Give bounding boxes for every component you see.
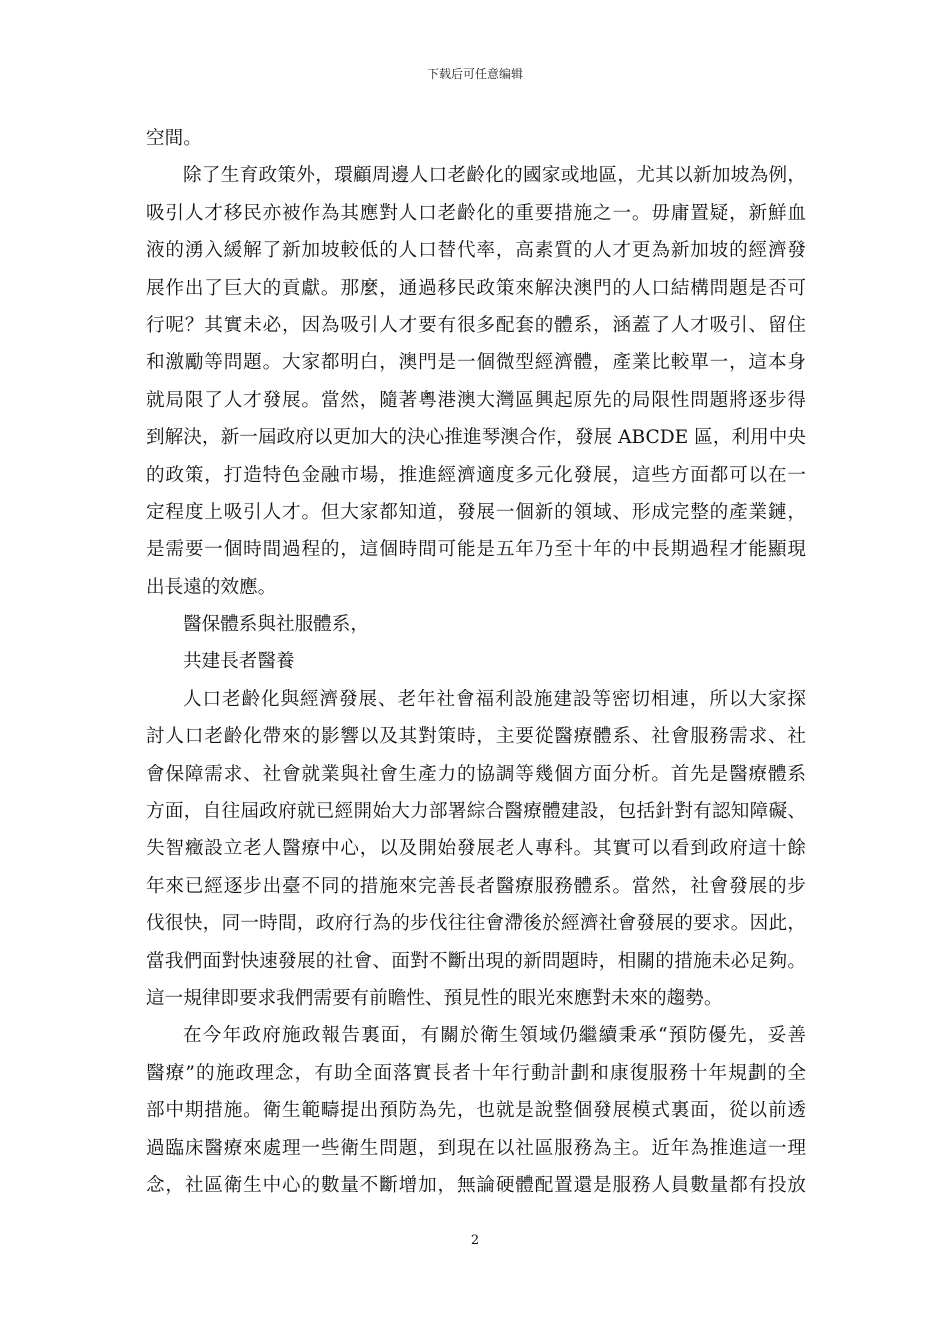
text-line: 共建長者醫養: [183, 651, 295, 673]
text-line: 伐很快，同一時間，政府行為的步伐往往會滯後於經濟社會發展的要求。因此，: [146, 913, 806, 935]
text-line: 醫保體系與社服體系，: [183, 614, 369, 636]
text-line: 空間。: [146, 128, 202, 149]
text-line: 失智癥設立老人醫療中心，以及開始發展老人專科。其實可以看到政府這十餘: [146, 838, 806, 860]
text-line: 液的湧入緩解了新加坡較低的人口替代率，高素質的人才更為新加坡的經濟發: [146, 240, 806, 262]
text-line: 展作出了巨大的貢獻。那麼，通過移民政策來解決澳門的人口結構問題是否可: [146, 277, 806, 299]
text-line: 行呢？其實未必，因為吸引人才要有很多配套的體系，涵蓋了人才吸引、留住: [146, 314, 806, 336]
text-line: 的政策，打造特色金融市場，推進經濟適度多元化發展，這些方面都可以在一: [146, 464, 806, 486]
text-line: 是需要一個時間過程的，這個時間可能是五年乃至十年的中長期過程才能顯現: [146, 539, 806, 561]
text-line: 過臨床醫療來處理一些衛生問題，到現在以社區服務為主。近年為推進這一理: [146, 1137, 806, 1159]
text-line: 就局限了人才發展。當然，隨著粵港澳大灣區興起原先的局限性問題將逐步得: [146, 389, 806, 411]
text-line: 方面，自往屆政府就已經開始大力部署綜合醫療體建設，包括針對有認知障礙、: [146, 801, 806, 823]
text-line: 定程度上吸引人才。但大家都知道，發展一個新的領域、形成完整的產業鏈，: [146, 501, 806, 523]
text-line: 吸引人才移民亦被作為其應對人口老齡化的重要措施之一。毋庸置疑，新鮮血: [146, 202, 806, 224]
text-line: 會保障需求、社會就業與社會生產力的協調等幾個方面分析。首先是醫療體系: [146, 763, 806, 785]
text-line: 年來已經逐步出臺不同的措施來完善長者醫療服務體系。當然，社會發展的步: [146, 875, 806, 897]
text-line: 出長遠的效應。: [146, 576, 277, 598]
page-number: 2: [470, 1233, 480, 1248]
text-line: 在今年政府施政報告裏面，有關於衛生領域仍繼續秉承“預防優先，妥善: [183, 1025, 806, 1047]
text-line: 討人口老齡化帶來的影響以及其對策時，主要從醫療體系、社會服務需求、社: [146, 726, 806, 748]
text-line: 當我們面對快速發展的社會、面對不斷出現的新問題時，相關的措施未必足夠。: [146, 950, 806, 972]
text-line: 人口老齡化與經濟發展、老年社會福利設施建設等密切相連，所以大家探: [183, 688, 806, 710]
page-header: 下载后可任意编辑: [426, 67, 523, 81]
text-line: 部中期措施。衛生範疇提出預防為先，也就是說整個發展模式裏面，從以前透: [146, 1100, 806, 1122]
text-line: 除了生育政策外，環顧周邊人口老齡化的國家或地區，尤其以新加坡為例，: [183, 165, 806, 187]
document-body: [146, 120, 806, 1204]
text-line: 到解決，新一屆政府以更加大的決心推進琴澳合作，發展 ABCDE 區，利用中央: [146, 427, 806, 449]
text-line: 念，社區衛生中心的數量不斷增加，無論硬體配置還是服務人員數量都有投放: [146, 1174, 806, 1196]
text-line: 醫療”的施政理念，有助全面落實長者十年行動計劃和康復服務十年規劃的全: [146, 1062, 806, 1084]
text-line: 和激勵等問題。大家都明白，澳門是一個微型經濟體，產業比較單一，這本身: [146, 352, 806, 374]
text-line: 這一規律即要求我們需要有前瞻性、預見性的眼光來應對未來的趨勢。: [146, 987, 723, 1009]
